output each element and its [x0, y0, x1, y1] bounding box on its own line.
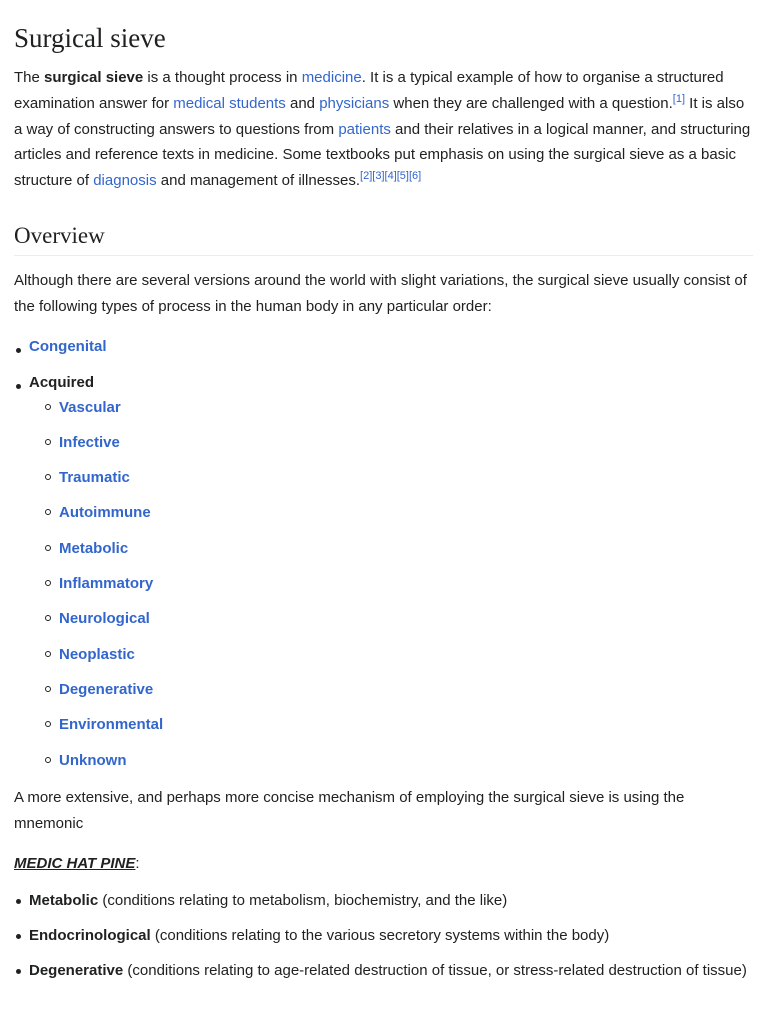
list-item-congenital — [14, 336, 753, 358]
sublist-item — [29, 608, 753, 643]
sublist-item — [29, 467, 753, 502]
sublist-item — [29, 750, 753, 785]
link-diagnosis[interactable]: diagnosis — [93, 172, 157, 190]
link-degenerative[interactable]: Degenerative — [59, 680, 154, 698]
reference-3[interactable]: [3] — [372, 170, 385, 183]
page-title: Surgical sieve — [14, 23, 166, 53]
intro-text: The — [14, 69, 45, 86]
list-item — [14, 958, 753, 984]
sublist-item — [29, 432, 753, 467]
intro-text: and management of illnesses. — [156, 172, 361, 190]
link-infective[interactable]: Infective — [59, 433, 120, 451]
intro-text: and — [285, 94, 320, 112]
link-vascular[interactable]: Vascular — [59, 398, 121, 416]
mnemonic-item-description: (conditions relating to metabolism, biochemistry, and the like) — [98, 891, 508, 909]
link-environmental[interactable]: Environmental — [59, 716, 164, 734]
link-neoplastic[interactable]: Neoplastic — [59, 645, 135, 663]
sublist-item — [29, 714, 753, 749]
intro-text: It is also a way of constructing answers to questions from — [14, 94, 745, 138]
surgical-sieve-term: surgical sieve — [44, 69, 144, 86]
intro-text: . It is a typical example of how to organise a structured examination answer for — [14, 69, 724, 112]
link-unknown[interactable]: Unknown — [59, 751, 127, 769]
list-item — [14, 888, 753, 914]
sublist-item — [29, 573, 753, 608]
reference-4[interactable]: [4] — [384, 170, 397, 183]
mnemonic-item-term: Metabolic — [29, 891, 99, 909]
mnemonic-item-description: (conditions relating to age-related destruction of tissue, or stress-related destruction of tissue) — [123, 961, 747, 979]
intro-paragraph — [14, 65, 753, 194]
acquired-sublist — [29, 397, 753, 785]
link-traumatic[interactable]: Traumatic — [59, 469, 130, 487]
reference-1[interactable]: [1] — [672, 92, 685, 105]
extensive-paragraph: A more extensive, and perhaps more concise mechanism of employing the surgical sieve is using the mnemonic — [14, 788, 685, 832]
mnemonic-item-term: Endocrinological — [29, 926, 151, 944]
acquired-label: Acquired — [29, 373, 95, 391]
link-physicians[interactable]: physicians — [319, 94, 390, 112]
mnemonic-list — [14, 888, 753, 984]
sieve-types-list — [14, 336, 753, 785]
mnemonic-term: MEDIC HAT PINE — [14, 854, 136, 872]
link-metabolic[interactable]: Metabolic — [59, 539, 129, 557]
intro-text: is a thought process in — [143, 69, 302, 86]
reference-2[interactable]: [2] — [360, 170, 373, 183]
sublist-item — [29, 397, 753, 432]
mnemonic-colon: : — [135, 854, 140, 872]
mnemonic-title — [14, 851, 753, 876]
sublist-item — [29, 502, 753, 537]
link-congenital[interactable]: Congenital — [29, 337, 107, 355]
sublist-item — [29, 538, 753, 573]
overview-heading: Overview — [14, 216, 753, 256]
intro-text: and their relatives in a logical manner, and structuring articles and reference texts in medicine. Some textbooks put emphasis on using the surgical sieve as a basic structure of — [14, 120, 751, 190]
reference-6[interactable]: [6] — [408, 170, 422, 183]
reference-5[interactable]: [5] — [396, 170, 409, 183]
sublist-item — [29, 644, 753, 679]
intro-text: when they are challenged with a question. — [389, 94, 673, 112]
link-medical-students[interactable]: medical students — [173, 94, 286, 112]
mnemonic-item-term: Degenerative — [29, 961, 124, 979]
list-item-acquired — [14, 372, 753, 785]
link-autoimmune[interactable]: Autoimmune — [59, 504, 151, 522]
list-item — [14, 923, 753, 949]
overview-paragraph: Although there are several versions around the world with slight variations, the surgical sieve usually consist of the following types of process in the human body in any particular order: — [14, 271, 747, 315]
link-medicine[interactable]: medicine — [301, 69, 362, 86]
mnemonic-item-description: (conditions relating to the various secretory systems within the body) — [150, 926, 610, 944]
link-patients[interactable]: patients — [338, 120, 391, 138]
sublist-item — [29, 679, 753, 714]
link-inflammatory[interactable]: Inflammatory — [59, 575, 154, 593]
link-neurological[interactable]: Neurological — [59, 610, 150, 628]
